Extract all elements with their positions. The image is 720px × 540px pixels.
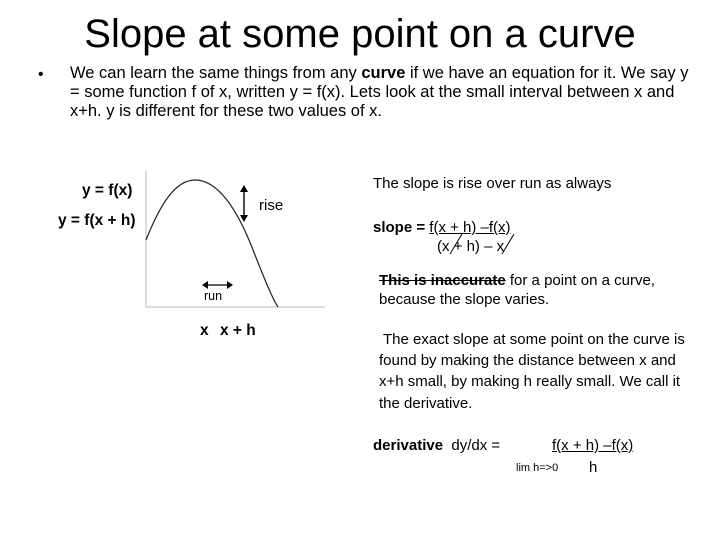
derivative-numerator: f(x + h) –f(x) (552, 437, 634, 454)
bullet-lead: We can learn the same things from any (70, 64, 362, 82)
label-rise: rise (259, 197, 284, 214)
derivative-denominator: h (589, 459, 598, 476)
label-y-fx: y = f(x) (82, 182, 133, 199)
derivative-word: derivative (373, 437, 444, 454)
note-exact-4: the derivative. (379, 395, 473, 412)
slope-word: slope = (373, 219, 430, 236)
cancel-marks (440, 226, 520, 258)
label-x: x (200, 322, 209, 339)
note-rise-over-run: The slope is rise over run as always (373, 175, 612, 192)
bullet-text (70, 64, 700, 121)
note-inaccurate-2: because the slope varies. (379, 291, 550, 308)
derivative-lim: lim h=>0 (516, 462, 559, 474)
note-exact-2: found by making the distance between x and (379, 352, 676, 369)
derivative-dydx: dy/dx = (451, 437, 501, 454)
label-y-fxh: y = f(x + h) (58, 212, 136, 229)
rise-arrow-head-bottom (240, 215, 248, 222)
run-arrow-head-left (202, 281, 208, 289)
slope-numerator: f(x + h) –f(x) (429, 219, 511, 236)
label-xh: x + h (220, 322, 256, 339)
note-exact-3: x+h small, by making h really small. We call it (379, 373, 681, 390)
bullet-keyword: curve (361, 64, 406, 82)
label-run: run (204, 289, 223, 303)
page-title: Slope at some point on a curve (84, 12, 636, 56)
rise-arrow-head-top (240, 185, 248, 192)
inaccurate-struck: This is inaccurate (379, 272, 506, 289)
note-exact-1: The exact slope at some point on the curve is (383, 331, 685, 348)
slope-denominator: (x + h) – x (437, 238, 505, 255)
bullet-rest: if we have an equation for it. We say y = some function f of x, written y = f(x). Lets look at the small interval between x and x+h. y is different for these two values of x. (70, 64, 689, 120)
derivative-line (373, 436, 500, 455)
inaccurate-rest: for a point on a curve, (505, 272, 655, 289)
note-inaccurate (379, 271, 655, 290)
run-arrow-head-right (227, 281, 233, 289)
bullet-marker: • (38, 66, 44, 83)
